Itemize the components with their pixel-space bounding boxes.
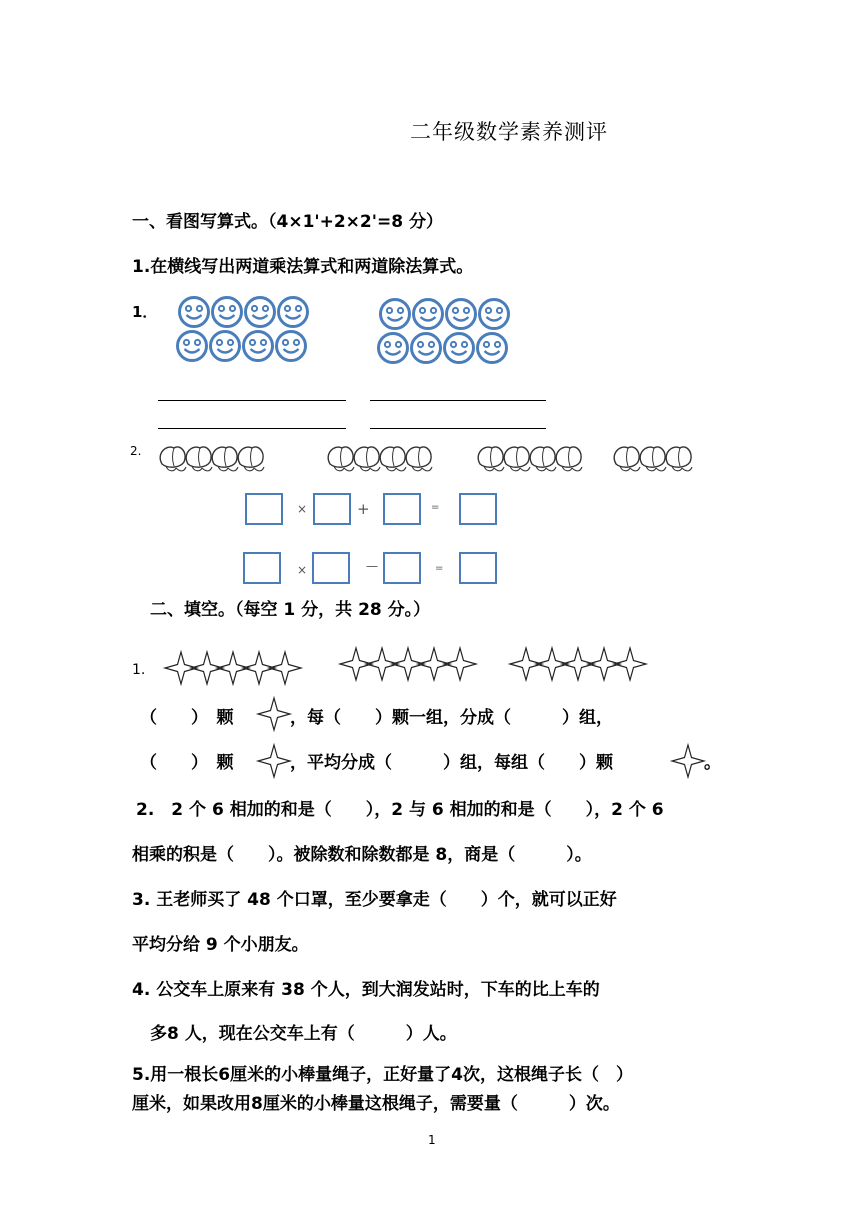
answer-box-r2-3[interactable]	[383, 552, 421, 584]
smiley-icon-group-left	[176, 296, 316, 366]
page-number: 1	[428, 1133, 436, 1147]
answer-line-2[interactable]	[370, 400, 546, 401]
section-2-q4-line1: 4. 公交车上原来有 38 个人，到大润发站时，下车的比上车的	[132, 980, 600, 1000]
section-2-q1-line2-end: 。	[704, 753, 721, 773]
star-icon-group-3	[510, 646, 650, 682]
answer-line-3[interactable]	[158, 428, 346, 429]
answer-box-r1-1[interactable]	[245, 493, 283, 525]
section-2-q1-label: 1.	[132, 662, 146, 678]
peach-icon-group-3	[476, 442, 588, 476]
minus-sign: —	[366, 559, 378, 573]
section-2-q4-line2: 多8 人，现在公交车上有（ ）人。	[150, 1024, 457, 1044]
section-2-q1-line2-a: （ ） 颗	[140, 753, 234, 773]
star-icon	[258, 698, 288, 730]
answer-line-1[interactable]	[158, 400, 346, 401]
answer-box-r2-2[interactable]	[312, 552, 350, 584]
star-icon-group-2	[340, 646, 480, 682]
section-1-heading: 一、看图写算式。（4×1'+2×2'=8 分）	[132, 212, 443, 232]
times-sign: ×	[297, 502, 308, 516]
answer-box-r1-3[interactable]	[383, 493, 421, 525]
section-1-q2-label: 2.	[130, 444, 142, 458]
star-icon-3	[672, 745, 702, 777]
section-2-q1-line1-b: ，每（ ）颗一组，分成（ ）组，	[290, 708, 613, 728]
answer-box-r1-4[interactable]	[459, 493, 497, 525]
smiley-icon-group-right	[377, 298, 517, 368]
answer-box-r2-1[interactable]	[243, 552, 281, 584]
section-2-heading: 二、填空。（每空 1 分，共 28 分。）	[150, 600, 431, 620]
peach-icon-group-1	[158, 442, 270, 476]
answer-box-r2-4[interactable]	[459, 552, 497, 584]
equals-sign: =	[431, 502, 440, 513]
section-2-q1-line2-b: ，平均分成（ ）组，每组（ ）颗	[290, 753, 613, 773]
answer-line-4[interactable]	[370, 428, 546, 429]
plus-sign: +	[357, 500, 370, 518]
star-icon-2	[258, 745, 288, 777]
page-title: 二年级数学素养测评	[410, 120, 608, 144]
peach-icon-group-2	[326, 442, 438, 476]
section-2-q1-line1-a: （ ） 颗	[140, 708, 234, 728]
section-2-q3-line1: 3. 王老师买了 48 个口罩，至少要拿走（ ）个，就可以正好	[132, 890, 617, 910]
section-2-q3-line2: 平均分给 9 个小朋友。	[132, 935, 309, 955]
section-1-q1-label: 1．	[132, 303, 158, 321]
peach-icon-group-4	[612, 442, 698, 476]
section-2-q2-line2: 相乘的积是（ ）。被除数和除数都是 8，商是（ ）。	[132, 845, 592, 865]
answer-box-r1-2[interactable]	[313, 493, 351, 525]
section-2-q2-line1: 2. 2 个 6 相加的和是（ ），2 与 6 相加的和是（ ），2 个 6	[136, 800, 664, 820]
star-icon-group-1	[165, 650, 305, 686]
section-2-q5-line1: 5.用一根长6厘米的小棒量绳子，正好量了4次，这根绳子长（ ）	[132, 1065, 633, 1085]
section-2-q5-line2: 厘米，如果改用8厘米的小棒量这根绳子，需要量（ ）次。	[132, 1094, 620, 1114]
times-sign-2: ×	[297, 563, 308, 577]
section-1-q1-instruction: 1.在横线写出两道乘法算式和两道除法算式。	[132, 257, 474, 277]
equals-sign-2: =	[435, 563, 444, 574]
